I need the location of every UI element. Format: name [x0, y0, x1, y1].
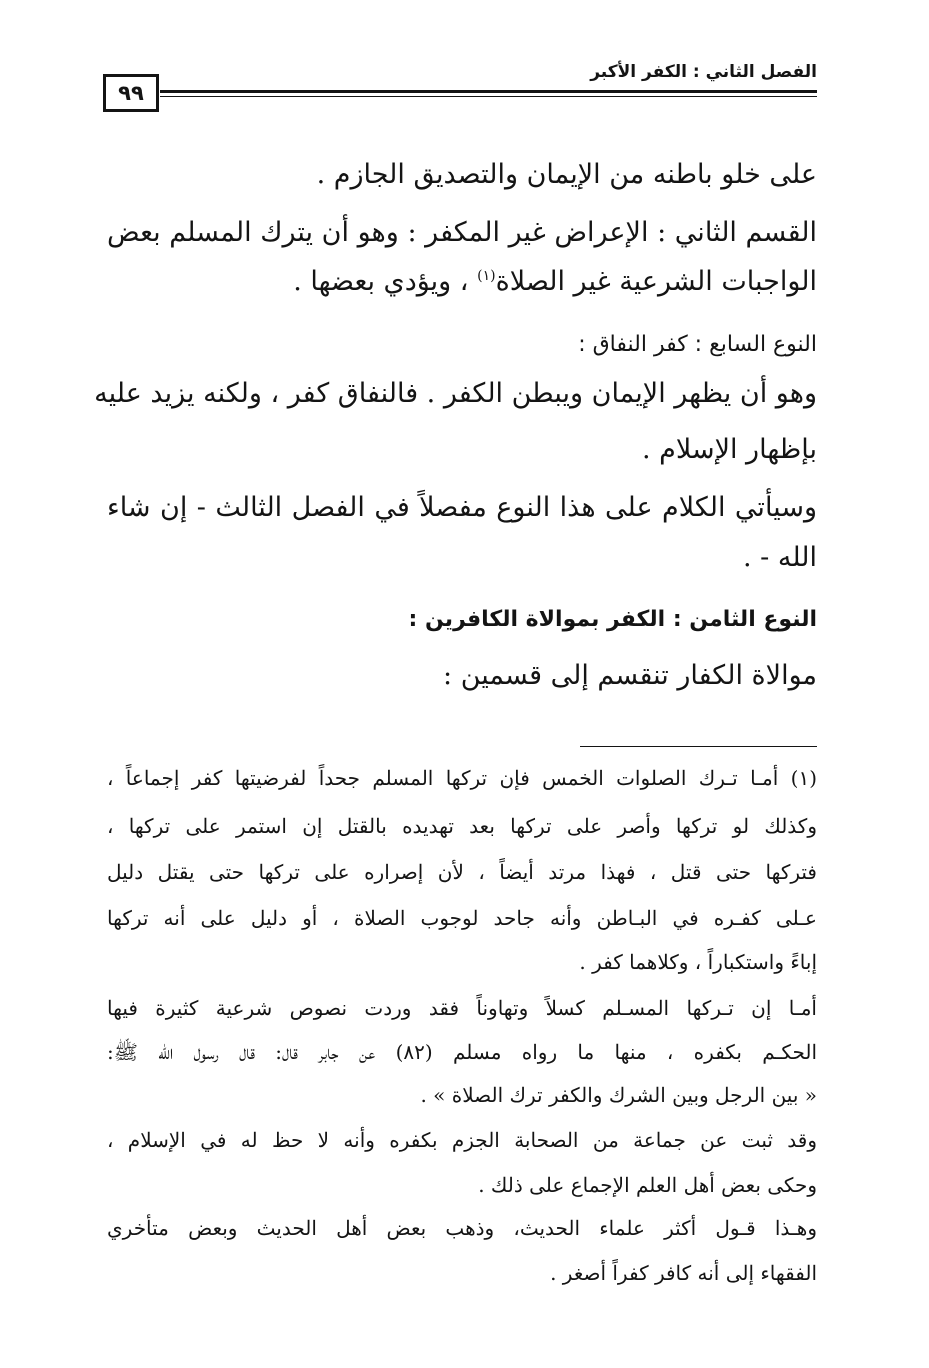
footnote-line: وهـذا قـول أكثر علماء الحديث، وذهب بعض أهل الحديث وبعض متأخري: [107, 1216, 817, 1240]
footnote-line: عـلى كفـره في البـاطن وأنه جاحد لوجوب الصلاة ، أو دليل على أنه تركها: [107, 906, 817, 930]
section-heading-eighth: النوع الثامن : الكفر بموالاة الكافرين :: [408, 607, 817, 632]
footnote-separator: [580, 746, 817, 747]
footnote-line: (١) أمـا تـرك الصلوات الخمس فإن تركها المسلم جحداً لفرضيتها كفر إجماعاً ،: [107, 766, 817, 790]
body-line-3: [293, 262, 817, 302]
body-line-8: الله - .: [742, 542, 817, 573]
body-line-3-end: ، ويؤدي بعضها .: [293, 266, 478, 297]
body-line-3-text: الواجبات الشرعية غير الصلاة: [495, 266, 817, 297]
body-line-1: على خلو باطنه من الإيمان والتصديق الجازم .: [316, 159, 817, 190]
body-line-6: بإظهار الإسلام .: [641, 434, 817, 465]
footnote-line: الحكـم بكفره ، منها ما رواه مسلم (٨٢) عن جابر قال: قال رسول الله ﷺ:: [107, 1040, 818, 1064]
footnote-line: إباءً واستكباراً ، وكلاهما كفر .: [579, 950, 817, 974]
footnote-line: وقد ثبت عن جماعة من الصحابة الجزم بكفره وأنه لا حظ له في الإسلام ،: [107, 1128, 817, 1152]
section-heading-seventh: النوع السابع : كفر النفاق :: [578, 332, 817, 357]
body-line-10: موالاة الكفار تنقسم إلى قسمين :: [443, 660, 817, 691]
footnote-reference: (١): [477, 268, 496, 284]
footnote-line: أمـا إن تـركها المسـلم كسلاً وتهاوناً فقد وردت نصوص شرعية كثيرة فيها: [107, 996, 817, 1020]
footnote-line: وكذلك لو تركها وأصر على تركها بعد تهديده بالقتل إن استمر على تركها ،: [107, 814, 817, 838]
body-line-2: القسم الثاني : الإعراض غير المكفر : وهو أن يترك المسلم بعض: [107, 217, 817, 248]
page-number: ٩٩: [103, 74, 159, 112]
body-line-7: وسيأتي الكلام على هذا النوع مفصلاً في الفصل الثالث - إن شاء: [107, 492, 817, 523]
footnote-line: فتركها حتى قتل ، فهذا مرتد أيضاً ، لأن إصراره على تركها حتى يقتل دليل: [107, 860, 817, 884]
footnote-line: الفقهاء إلى أنه كافر كفراً أصغر .: [550, 1261, 817, 1285]
running-header-title: الفصل الثاني : الكفر الأكبر: [590, 62, 817, 82]
header-rule-thin: [160, 96, 817, 97]
body-line-5: وهو أن يظهر الإيمان ويبطن الكفر . فالنفاق كفر ، ولكنه يزيد عليه: [94, 378, 817, 409]
header-rule: [160, 90, 817, 93]
footnote-line: وحكى بعض أهل العلم الإجماع على ذلك .: [478, 1173, 817, 1197]
footnote-line: « بين الرجل وبين الشرك والكفر ترك الصلاة » .: [420, 1083, 817, 1107]
